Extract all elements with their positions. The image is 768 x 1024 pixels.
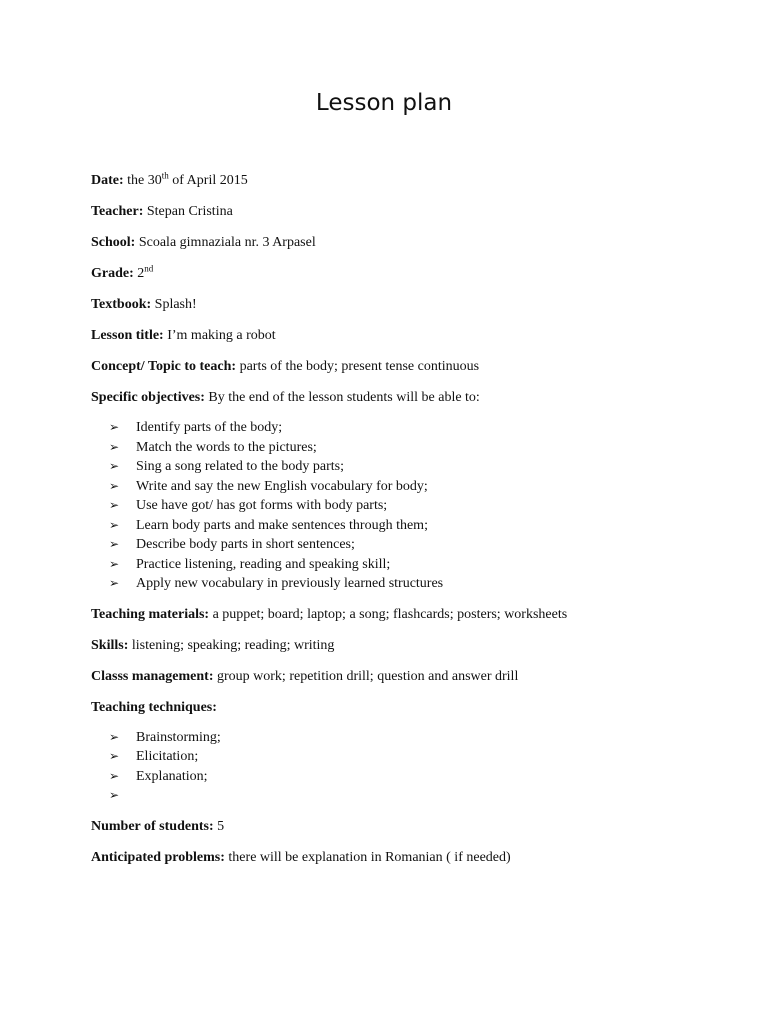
date-label: Date: <box>91 173 124 188</box>
techniques-list <box>91 728 711 806</box>
arrow-bullet-icon: ➢ <box>109 576 120 590</box>
arrow-bullet-icon: ➢ <box>109 729 120 744</box>
textbook-field <box>91 294 711 325</box>
textbook-label: Textbook: <box>91 297 152 312</box>
school-label: School: <box>91 235 136 250</box>
teacher-value: Stepan Cristina <box>143 204 233 219</box>
arrow-bullet-icon: ➢ <box>109 498 120 512</box>
arrow-bullet-icon: ➢ <box>109 459 120 473</box>
students-label: Number of students: <box>91 818 214 834</box>
problems-value: there will be explanation in Romanian ( if needed) <box>224 849 511 865</box>
skills-value: listening; speaking; reading; writing <box>128 637 335 653</box>
students-field <box>91 816 711 847</box>
arrow-bullet-icon: ➢ <box>109 420 120 434</box>
teacher-label: Teacher: <box>91 204 144 219</box>
list-item: ➢ Use have got/ has got forms with body parts; <box>109 496 711 516</box>
teacher-field <box>91 201 711 232</box>
arrow-bullet-icon: ➢ <box>109 517 120 532</box>
list-item: ➢ Describe body parts in short sentences; <box>109 535 711 555</box>
date-suffix: of April 2015 <box>168 173 248 188</box>
lesson-plan-content <box>91 170 711 878</box>
concept-value: parts of the body; present tense continuous <box>236 359 480 374</box>
school-field <box>91 232 711 263</box>
list-item: ➢ Elicitation; <box>109 747 711 767</box>
school-value: Scoala gimnaziala nr. 3 Arpasel <box>135 235 316 250</box>
arrow-bullet-icon: ➢ <box>109 749 120 763</box>
date-prefix: the 30 <box>123 173 162 188</box>
list-item: ➢ Apply new vocabulary in previously learned structures <box>109 574 711 594</box>
arrow-bullet-icon: ➢ <box>109 768 120 783</box>
problems-label: Anticipated problems: <box>91 849 225 865</box>
grade-superscript: nd <box>144 263 154 274</box>
list-item: ➢ Write and say the new English vocabulary for body; <box>109 477 711 497</box>
lesson-title-label: Lesson title: <box>91 328 164 343</box>
arrow-bullet-icon: ➢ <box>109 788 120 802</box>
date-field <box>91 170 711 201</box>
problems-field <box>91 847 711 878</box>
textbook-value: Splash! <box>151 297 197 312</box>
date-superscript: th <box>161 170 169 181</box>
list-item <box>109 786 711 806</box>
grade-label: Grade: <box>91 266 134 281</box>
objectives-list <box>91 418 711 594</box>
management-label: Classs management: <box>91 668 214 684</box>
grade-field <box>91 263 711 294</box>
techniques-label: Teaching techniques: <box>91 699 217 715</box>
skills-field <box>91 635 711 666</box>
materials-label: Teaching materials: <box>91 606 210 622</box>
list-item: ➢ Practice listening, reading and speaking skill; <box>109 555 711 575</box>
lesson-title-value: I’m making a robot <box>163 328 276 343</box>
management-field <box>91 666 711 697</box>
list-item: ➢ Sing a song related to the body parts; <box>109 457 711 477</box>
arrow-bullet-icon: ➢ <box>109 478 120 493</box>
objectives-value: By the end of the lesson students will be able to: <box>204 390 480 405</box>
concept-label: Concept/ Topic to teach: <box>91 359 237 374</box>
list-item: ➢ Brainstorming; <box>109 728 711 748</box>
management-value: group work; repetition drill; question and answer drill <box>213 668 519 684</box>
objectives-field <box>91 387 711 418</box>
grade-value: 2 <box>133 266 145 281</box>
lesson-title-field <box>91 325 711 356</box>
list-item: ➢ Explanation; <box>109 767 711 787</box>
arrow-bullet-icon: ➢ <box>109 537 120 551</box>
techniques-field <box>91 697 711 728</box>
list-item: ➢ Identify parts of the body; <box>109 418 711 438</box>
list-item: ➢ Match the words to the pictures; <box>109 438 711 458</box>
students-value: 5 <box>213 818 225 834</box>
list-item: ➢ Learn body parts and make sentences through them; <box>109 516 711 536</box>
concept-field <box>91 356 711 387</box>
arrow-bullet-icon: ➢ <box>109 556 120 571</box>
page-title: Lesson plan <box>315 90 453 116</box>
arrow-bullet-icon: ➢ <box>109 439 120 454</box>
skills-label: Skills: <box>91 637 129 653</box>
materials-value: a puppet; board; laptop; a song; flashcards; posters; worksheets <box>209 606 568 622</box>
materials-field <box>91 604 711 635</box>
objectives-label: Specific objectives: <box>91 390 205 405</box>
